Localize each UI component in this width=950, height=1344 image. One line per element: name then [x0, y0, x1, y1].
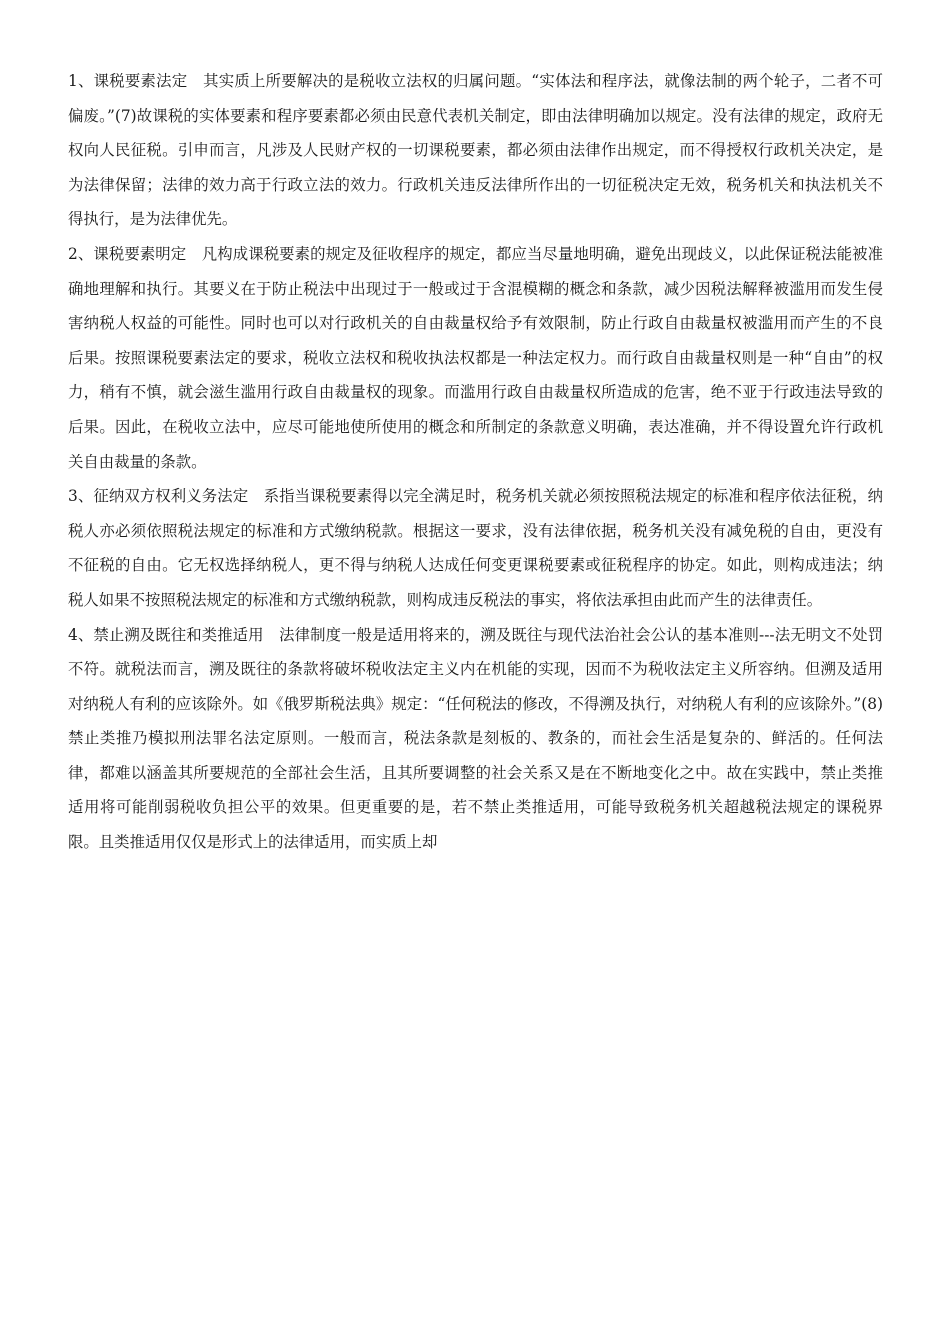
paragraph-2-tax-elements-clarity: 2、课税要素明定 凡构成课税要素的规定及征收程序的规定，都应当尽量地明确，避免出现歧义，以此保证税法能被准确地理解和执行。其要义在于防止税法中出现过于一般或过于含混模糊的概念和条款，减少因税法解释被滥用而发生侵害纳税人权益的可能性。同时也可以对行政机关的自由裁量权给予有效限制，防止行政自由裁量权被滥用而产生的不良后果。按照课税要素法定的要求，税收立法权和税收执法权都是一种法定权力。而行政自由裁量权则是一种“自由”的权力，稍有不慎，就会滋生滥用行政自由裁量权的现象。而滥用行政自由裁量权所造成的危害，绝不亚于行政违法导致的后果。因此，在税收立法中，应尽可能地使所使用的概念和所制定的条款意义明确，表达准确，并不得设置允许行政机关自由裁量的条款。 — [68, 244, 883, 471]
paragraph-3-rights-obligations-statutory: 3、征纳双方权利义务法定 系指当课税要素得以完全满足时，税务机关就必须按照税法规定的标准和程序依法征税，纳税人亦必须依照税法规定的标准和方式缴纳税款。根据这一要求，没有法律依据，税务机关没有减免税的自由，更没有不征税的自由。它无权选择纳税人，更不得与纳税人达成任何变更课税要素或征税程序的协定。如此，则构成违法；纳税人如果不按照税法规定的标准和方式缴纳税款，则构成违反税法的事实，将依法承担由此而产生的法律责任。 — [68, 487, 883, 609]
paragraph-4-no-retroactivity-analogy: 4、禁止溯及既往和类推适用 法律制度一般是适用将来的，溯及既往与现代法治社会公认的基本准则---法无明文不处罚不符。就税法而言，溯及既往的条款将破坏税收法定主义内在机能的实现，因而不为税收法定主义所容纳。但溯及适用对纳税人有利的应该除外。如《俄罗斯税法典》规定：“任何税法的修改，不得溯及执行，对纳税人有利的应该除外。”(8)禁止类推乃模拟刑法罪名法定原则。一般而言，税法条款是刻板的、教条的，而社会生活是复杂的、鲜活的。任何法律，都难以涵盖其所要规范的全部社会生活，且其所要调整的社会关系又是在不断地变化之中。故在实践中，禁止类推适用将可能削弱税收负担公平的效果。但更重要的是，若不禁止类推适用，可能导致税务机关超越税法规定的课税界限。且类推适用仅仅是形式上的法律适用，而实质上却 — [68, 625, 883, 852]
document-page — [68, 64, 883, 860]
paragraph-1-tax-elements-statutory: 1、课税要素法定 其实质上所要解决的是税收立法权的归属问题。“实体法和程序法，就像法制的两个轮子，二者不可偏废。”(7)故课税的实体要素和程序要素都必须由民意代表机关制定，即由法律明确加以规定。没有法律的规定，政府无权向人民征税。引申而言，凡涉及人民财产权的一切课税要素，都必须由法律作出规定，而不得授权行政机关决定，是为法律保留；法律的效力高于行政立法的效力。行政机关违反法律所作出的一切征税决定无效，税务机关和执法机关不得执行，是为法律优先。 — [68, 72, 883, 229]
